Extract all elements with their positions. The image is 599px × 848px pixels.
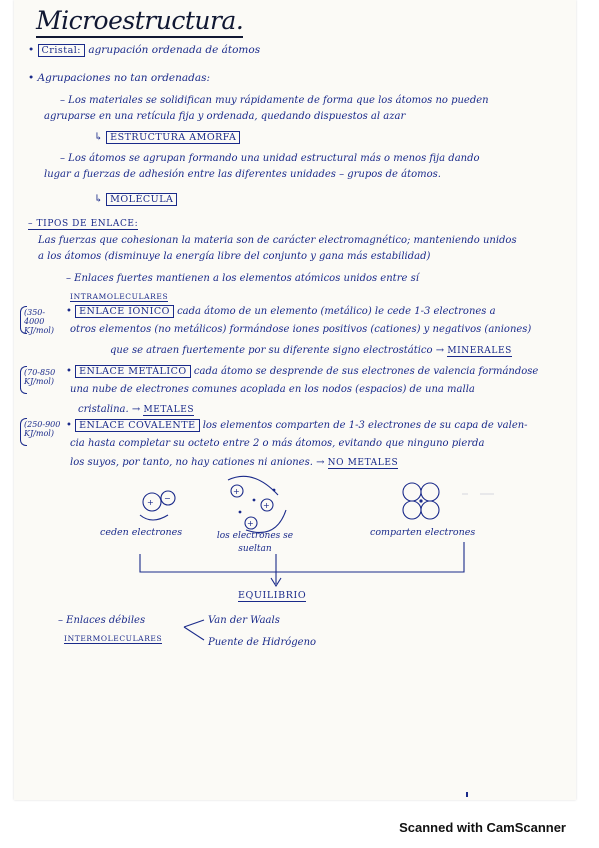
no-ordenados-heading: • Agrupaciones no tan ordenadas: — [28, 72, 211, 84]
intermoleculares-text: INTERMOLECULARES — [64, 634, 163, 643]
ionico-line-3: que se atraen fuertemente por su diferente signo electrostático → MINERALES — [110, 345, 512, 356]
arrow-icon: ↳ — [94, 193, 103, 205]
cov-atom-icon — [403, 501, 421, 519]
plus-sign-icon: + — [147, 498, 154, 507]
amorfa-line-2: agruparse en una retícula fija y ordenada, quedando dispuestos al azar — [44, 111, 406, 122]
van-der-waals-label: Van der Waals — [208, 615, 280, 626]
cov-atom-icon — [421, 483, 439, 501]
notebook-page — [14, 0, 576, 800]
metalico-text-1: cada átomo se desprende de sus electrones de valencia formándose — [193, 366, 539, 377]
covalente-text-3: los suyos, por tanto, no hay cationes ni aniones. — [70, 457, 313, 468]
debiles-line: – Enlaces débiles — [58, 615, 146, 626]
branch-line — [184, 627, 204, 640]
ionico-text-1: cada átomo de un elemento (metálico) le cede 1-3 electrones a — [177, 306, 496, 317]
equilibrio-label — [238, 589, 306, 602]
cov-atom-icon — [403, 483, 421, 501]
electron-dot-icon — [239, 511, 242, 514]
page-title: Microestructura. — [36, 6, 243, 38]
covalente-energy: (250-900 KJ/mol) — [24, 420, 61, 438]
electron-dot-icon — [273, 489, 276, 492]
cristal-line: • Cristal: agrupación ordenada de átomos — [28, 44, 261, 56]
diagram-comparten-label: comparten electrones — [370, 527, 476, 538]
connector-line — [140, 542, 464, 572]
cristal-label: Cristal: — [38, 44, 85, 57]
metalico-text-3: cristalina. — [78, 404, 129, 415]
diagram-sueltan-label: los electrones se sueltan — [216, 531, 294, 554]
molecula-line-1: – Los átomos se agrupan formando una unidad estructural más o menos fija dando — [60, 153, 480, 164]
puente-hidrogeno-label: Puente de Hidrógeno — [208, 637, 317, 648]
amorfa-line-1: – Los materiales se solidifican muy rápidamente de forma que los átomos no pueden — [60, 95, 489, 106]
page-mark — [466, 792, 468, 797]
diagram-ceden-label: ceden electrones — [100, 527, 183, 538]
metalico-energy: (70-850 KJ/mol) — [24, 368, 56, 386]
equilibrio-text: EQUILIBRIO — [238, 590, 307, 601]
ionico-line-1: • ENLACE IÓNICO cada átomo de un elemento (metálico) le cede 1-3 electrones a — [66, 306, 496, 317]
metales-label: METALES — [143, 405, 195, 415]
ion-arrow-icon — [140, 515, 168, 520]
ionico-line-2: otros elementos (no metálicos) formándose iones positivos (cationes) y negativos (aniones) — [70, 324, 532, 335]
plus-sign-icon: + — [247, 519, 254, 528]
amorfa-box: ESTRUCTURA AMORFA — [106, 131, 240, 144]
covalente-line-1: • ENLACE COVALENTE los elementos comparten de 1-3 electrones de su capa de valen- — [66, 420, 528, 431]
scanner-watermark: Scanned with CamScanner — [399, 820, 566, 835]
ionico-box: ENLACE IÓNICO — [75, 305, 174, 318]
tipos-heading-text: – TIPOS DE ENLACE: — [28, 219, 139, 229]
minerales-label: MINERALES — [447, 346, 512, 356]
plus-sign-icon: + — [263, 501, 270, 510]
metalico-line-3: cristalina. → METALES — [78, 404, 195, 415]
molecula-box: MOLÉCULA — [106, 193, 177, 206]
intermoleculares-label — [64, 632, 162, 645]
covalente-line-3: los suyos, por tanto, no hay cationes ni aniones. → NO METALES — [70, 457, 399, 468]
fuerzas-line-2: a los átomos (disminuye la energía libre del conjunto y gana más estabilidad) — [38, 251, 431, 262]
bonding-diagram — [14, 0, 576, 800]
ionico-energy: (350-4000 KJ/mol) — [24, 308, 54, 335]
covalente-box: ENLACE COVALENTE — [75, 419, 199, 432]
metalico-line-2: una nube de electrones comunes acoplada en los nodos (espacios) de una malla — [70, 384, 475, 395]
covalente-text-1: los elementos comparten de 1-3 electrones de su capa de valen- — [202, 420, 528, 431]
electron-dot-icon — [253, 499, 256, 502]
branch-line — [184, 620, 204, 627]
no-ordenados-text: Agrupaciones no tan ordenadas: — [37, 72, 211, 84]
ionico-text-3: que se atraen fuertemente por su diferente signo electrostático — [110, 345, 433, 356]
fuertes-line: – Enlaces fuertes mantienen a los elementos atómicos unidos entre sí — [66, 273, 419, 284]
fuerzas-line-1: Las fuerzas que cohesionan la materia son de carácter electromagnético; manteniendo unidos — [38, 235, 517, 246]
molecula-line-2: lugar a fuerzas de adhesión entre las diferentes unidades – grupos de átomos. — [44, 169, 441, 180]
cov-atom-icon — [421, 501, 439, 519]
cristal-text: agrupación ordenada de átomos — [88, 44, 261, 56]
metalico-box: ENLACE METÁLICO — [75, 365, 191, 378]
intramoleculares-text: INTRAMOLECULARES — [70, 292, 169, 301]
metalico-line-1: • ENLACE METÁLICO cada átomo se desprende de sus electrones de valencia formándose — [66, 366, 539, 377]
minus-sign-icon: − — [164, 494, 171, 503]
arrow-icon: ↳ — [94, 131, 103, 143]
shared-electron-icon — [419, 499, 422, 502]
covalente-line-2: cia hasta completar su octeto entre 2 o más átomos, evitando que ninguno pierda — [70, 438, 485, 449]
no-metales-label: NO METALES — [327, 458, 399, 468]
plus-sign-icon: + — [233, 487, 240, 496]
